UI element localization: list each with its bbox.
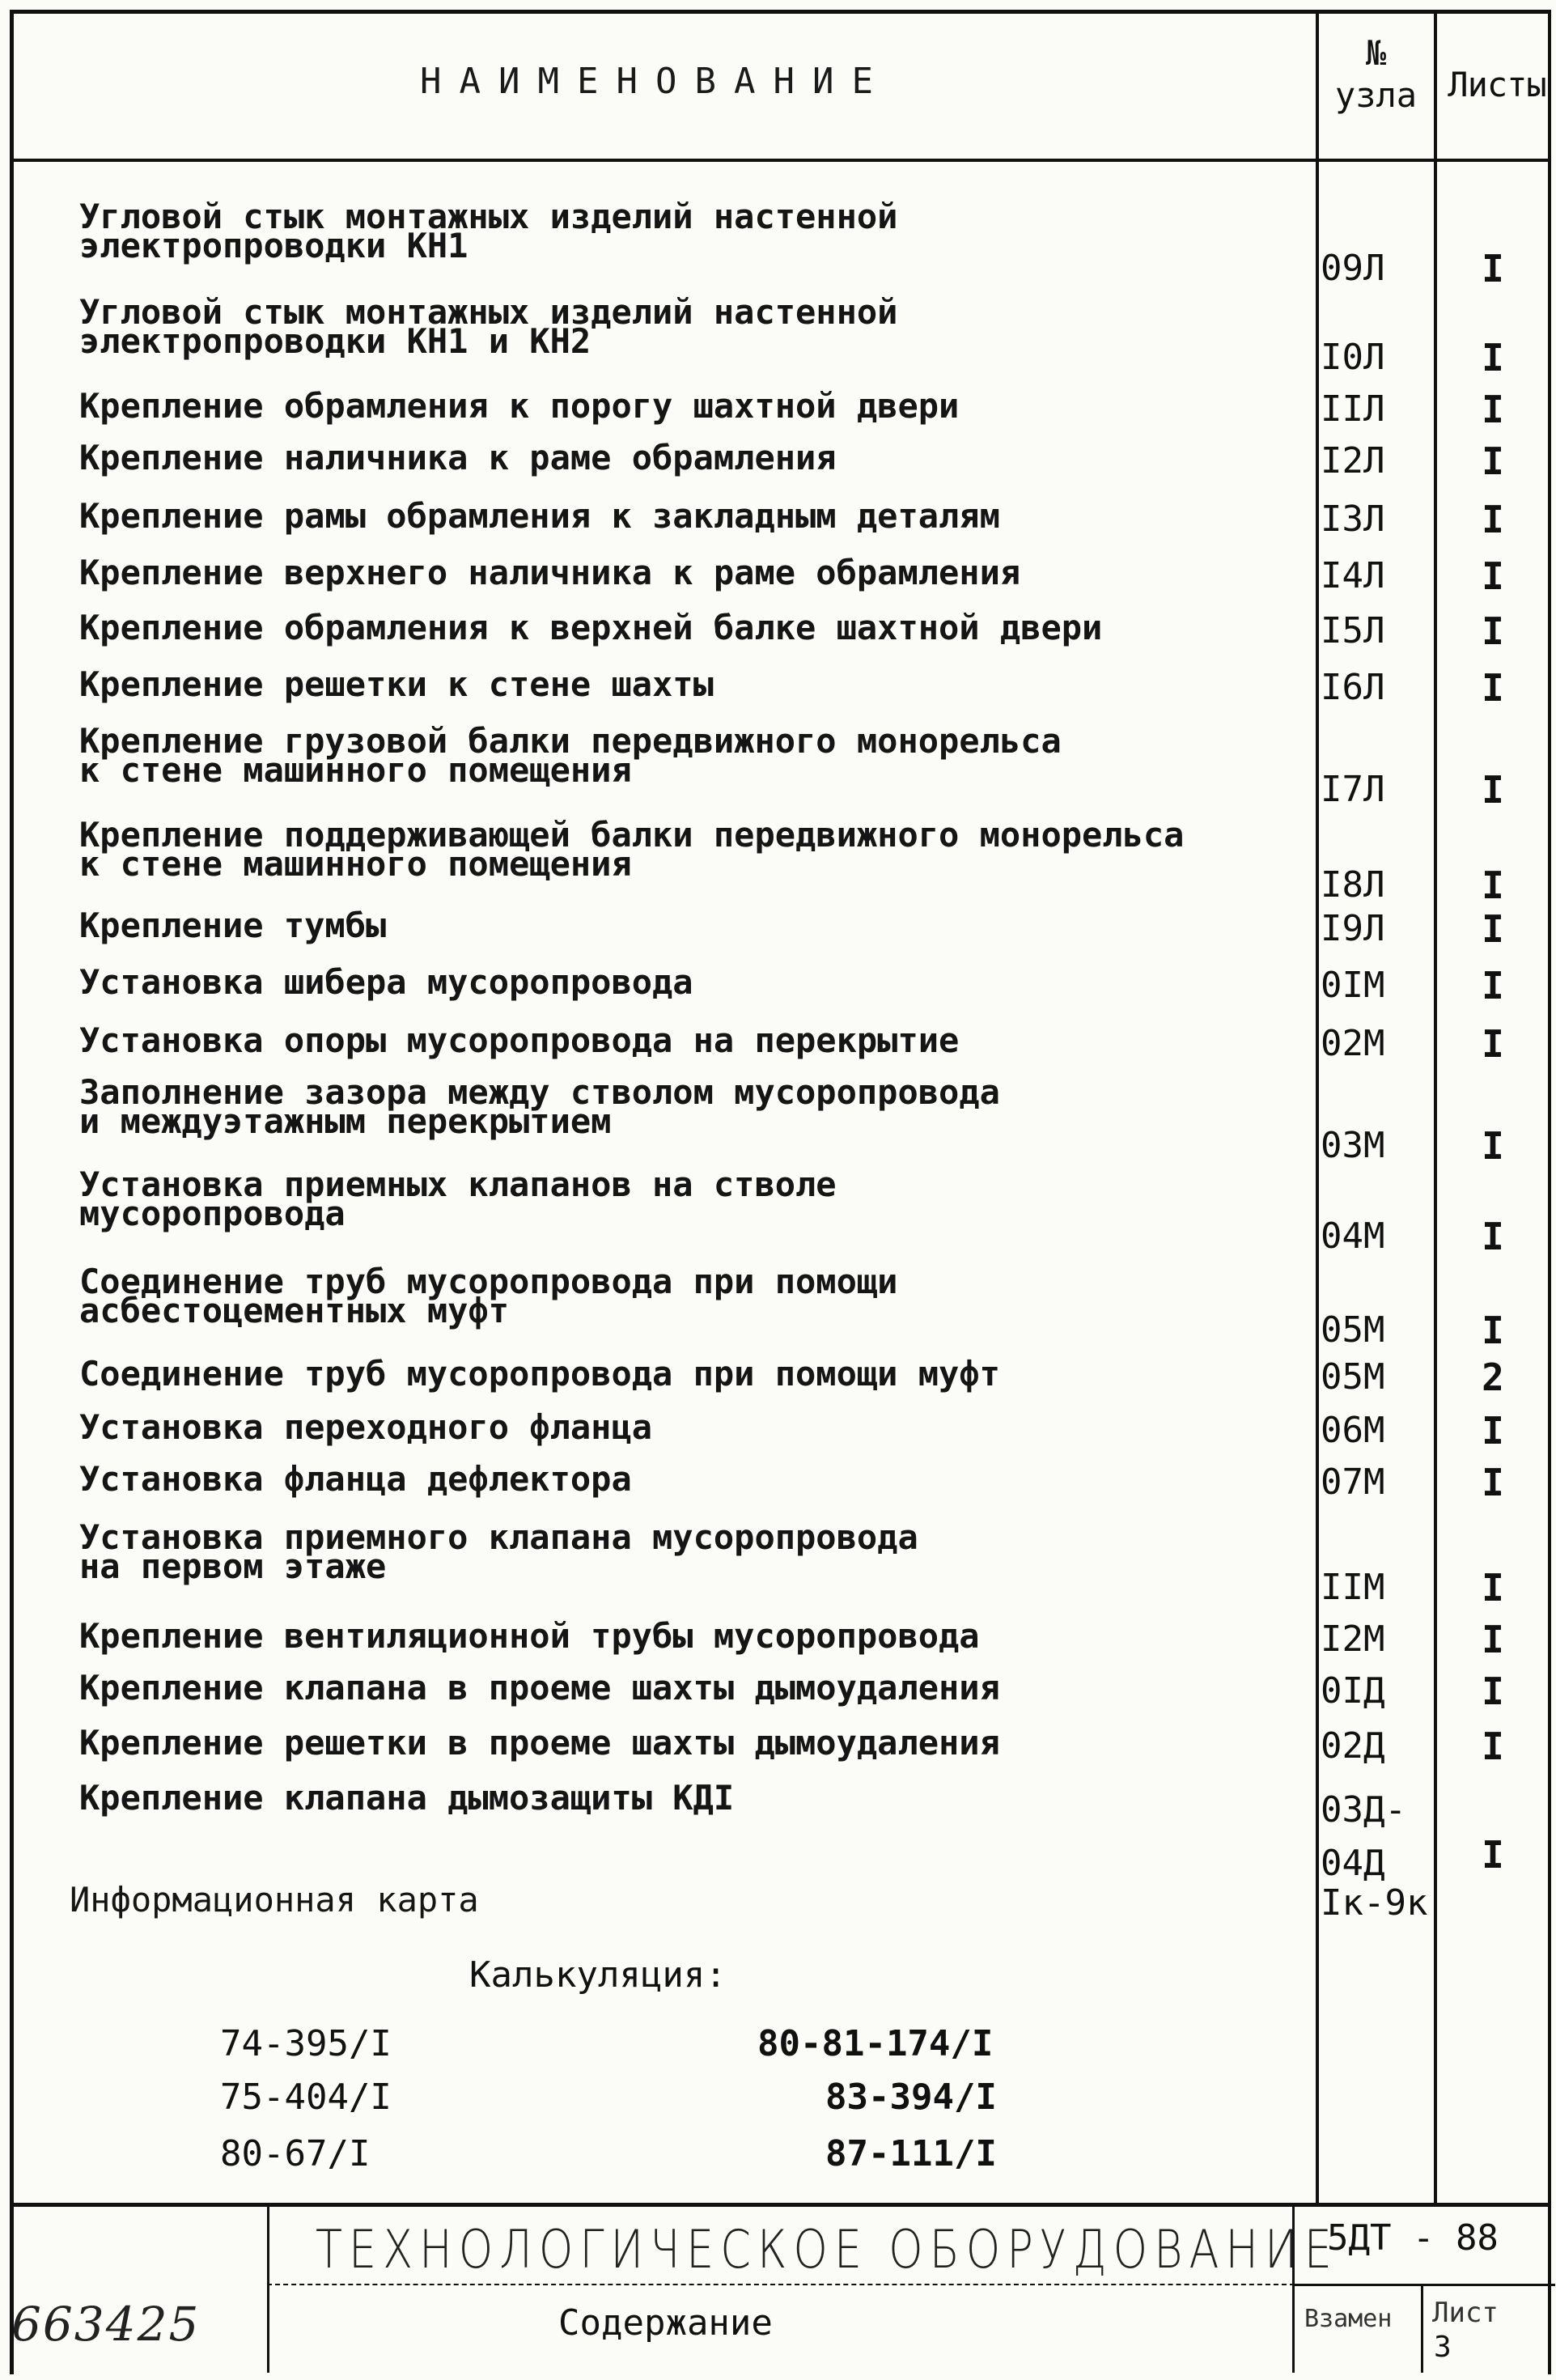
row-sheets: I [1482,907,1504,951]
row-name: Заполнение зазора между стволом мусоропровода и междуэтажным перекрытием [79,1072,1000,1141]
row-code: 06М [1321,1410,1385,1451]
row-sheets: 2 [1482,1355,1504,1399]
calc-item: 75-404/I [220,2077,392,2118]
calc-item: 83-394/I [825,2077,997,2118]
calc-title: Калькуляция: [469,1954,727,1996]
row-name: Крепление клапана в проеме шахты дымоудаления [79,1668,1000,1708]
inventory-number: 663425 [11,2297,201,2352]
row-code: 04М [1321,1215,1385,1257]
row-name: Крепление рамы обрамления к закладным деталям [79,496,1000,536]
row-code: 07М [1321,1462,1385,1503]
row-code: I7Л [1321,769,1385,810]
row-name: Установка опоры мусоропровода на перекрытие [79,1020,960,1060]
table-row [0,438,1556,483]
row-name: Крепление клапана дымозащиты КДI [79,1778,735,1818]
row-code: 03Д- 04Д [1321,1789,1406,1884]
table-row [0,1354,1556,1399]
row-name: Крепление тумбы [79,906,387,945]
row-name: Крепление обрамления к порогу шахтной двери [79,386,960,426]
stamp-subtitle: Содержание [558,2302,773,2344]
table-row [0,1262,1556,1352]
row-code: I4Л [1321,555,1385,596]
header-divider [10,159,1551,162]
row-name: Угловой стык монтажных изделий настенной электропроводки КН1 [79,197,898,265]
header-sheets: Листы [1448,65,1546,104]
column-divider-num [1434,10,1437,2207]
table-row [0,292,1556,380]
row-code: Iк-9к [1321,1882,1428,1924]
table-row [0,815,1556,907]
stamp-sheet-number: 3 [1434,2331,1452,2364]
table-row [0,962,1556,1008]
table-row [0,197,1556,291]
row-sheets: I [1482,1725,1504,1768]
row-code: 05М [1321,1309,1385,1351]
table-row [0,906,1556,951]
row-name: Крепление грузовой балки передвижного монорельса к стене машинного помещения [79,721,1062,790]
row-code: 09Л [1321,248,1385,289]
table-row [0,608,1556,653]
row-code: 02М [1321,1023,1385,1064]
row-code: 0IМ [1321,965,1385,1006]
row-code: 05М [1321,1356,1385,1398]
row-sheets: I [1482,247,1504,291]
stamp-top-line [10,2203,1551,2207]
row-sheets: I [1482,336,1504,380]
row-sheets: I [1482,439,1504,483]
row-sheets: I [1482,1461,1504,1504]
row-name: Крепление обрамления к верхней балке шахтной двери [79,608,1103,647]
calc-item: 80-81-174/I [757,2023,994,2064]
row-sheets: I [1482,1833,1504,1877]
stamp-sheet-line [1421,2284,1423,2373]
row-sheets: I [1482,863,1504,907]
row-code: IIЛ [1321,388,1385,430]
row-code: I8Л [1321,864,1385,906]
row-name: Угловой стык монтажных изделий настенной электропроводки КН1 и КН2 [79,292,898,361]
row-code: 03М [1321,1125,1385,1166]
header-name: НАИМЕНОВАНИЕ [420,61,891,102]
row-sheets: I [1482,1669,1504,1713]
row-name: Установка фланца дефлектора [79,1459,632,1499]
table-row [0,1517,1556,1610]
stamp-title: ТЕХНОЛОГИЧЕСКОЕ ОБОРУДОВАНИЕ [316,2219,1338,2280]
row-sheets: I [1482,1409,1504,1453]
row-sheets: I [1482,666,1504,710]
row-name: Крепление решетки в проеме шахты дымоудаления [79,1723,1000,1763]
row-sheets: I [1482,768,1504,812]
row-code: I5Л [1321,610,1385,651]
table-row [0,1020,1556,1066]
row-name: Установка переходного фланца [79,1407,653,1447]
calc-item: 87-111/I [825,2133,997,2174]
row-sheets: I [1482,1566,1504,1610]
table-row [0,1407,1556,1453]
stamp-list-label: Лист [1432,2297,1499,2329]
row-sheets: I [1482,1309,1504,1352]
row-name: Установка шибера мусоропровода [79,962,693,1002]
calc-item: 80-67/I [220,2133,371,2174]
table-row [0,1778,1556,1884]
stamp-subtitle-line [267,2284,1295,2287]
row-code: I0Л [1321,337,1385,378]
row-name: Крепление решетки к стене шахты [79,664,714,704]
table-row [0,1165,1556,1258]
stamp-left-line [267,2203,269,2373]
row-name: Крепление наличника к раме обрамления [79,438,837,477]
row-sheets: I [1482,964,1504,1008]
row-sheets: I [1482,554,1504,598]
table-row [0,1668,1556,1713]
row-sheets: I [1482,609,1504,653]
table-row [0,1880,1556,1924]
header-node-number: № узла [1334,33,1418,115]
row-sheets: I [1482,1022,1504,1066]
table-row [0,1459,1556,1504]
table-row [0,1616,1556,1661]
row-name: Установка приемного клапана мусоропровода на первом этаже [79,1517,918,1586]
table-row [0,664,1556,710]
row-sheets: I [1482,1618,1504,1661]
row-sheets: I [1482,498,1504,541]
stamp-zamen: Взамен [1304,2305,1393,2333]
row-code: I2Л [1321,440,1385,482]
table-row [0,553,1556,598]
row-code: I3Л [1321,498,1385,540]
row-code: I9Л [1321,908,1385,949]
stamp-code: 5ДТ - 88 [1327,2217,1499,2259]
row-code: 02Д [1321,1725,1385,1767]
row-sheets: I [1482,1124,1504,1168]
row-code: I2М [1321,1618,1385,1660]
row-name: Крепление верхнего наличника к раме обрамления [79,553,1021,592]
table-row [0,721,1556,812]
row-name: Крепление поддерживающей балки передвижного монорельса к стене машинного помещения [79,815,1185,884]
stamp-middle-line [1292,2284,1555,2286]
row-code: IIМ [1321,1567,1385,1608]
row-code: 0IД [1321,1670,1385,1712]
table-row [0,386,1556,431]
table-row [0,1072,1556,1168]
row-sheets: I [1482,388,1504,431]
row-code: I6Л [1321,667,1385,708]
table-row [0,1723,1556,1768]
row-name: Установка приемных клапанов на стволе мусоропровода [79,1165,837,1233]
row-name: Крепление вентиляционной трубы мусоропровода [79,1616,980,1656]
row-name: Соединение труб мусоропровода при помощи асбестоцементных муфт [79,1262,898,1330]
row-sheets: I [1482,1215,1504,1258]
calc-item: 74-395/I [220,2023,392,2064]
row-name: Информационная карта [70,1880,479,1920]
table-row [0,496,1556,541]
row-name: Соединение труб мусоропровода при помощи муфт [79,1354,1000,1394]
